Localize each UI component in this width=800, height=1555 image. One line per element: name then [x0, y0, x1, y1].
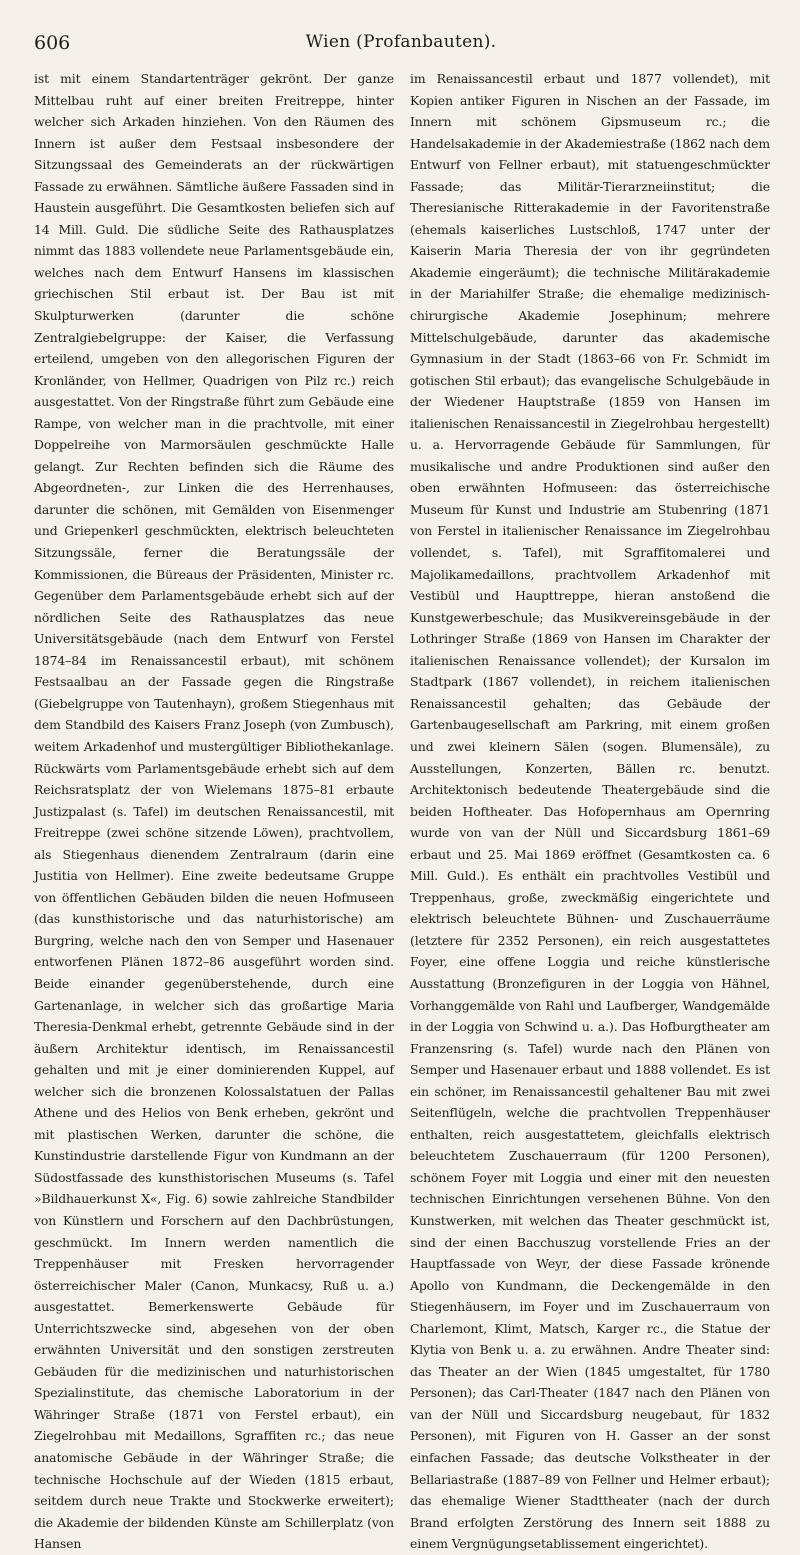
text-columns — [34, 68, 770, 1555]
left-column-text: ist mit einem Standartenträger gekrönt. Der ganze Mittelbau ruht auf einer breiten Freitreppe, hinter welcher sich Arkaden hinziehen. Von den Räumen des Innern ist außer dem Festsaal insbesondere der Sitzungssaal des Gemeinderats an der rückwärtigen Fassade zu erwähnen. Sämtliche äußere Fassaden sind in Haustein ausgeführt. Die Gesamtkosten beliefen sich auf 14 Mill. Guld. Die südliche Seite des Rathausplatzes nimmt das 1883 vollendete neue Parlamentsgebäude ein, welches nach dem Entwurf Hansens im klassischen griechischen Stil erbaut ist. Der Bau ist mit Skulpturwerken (darunter die schöne Zentralgiebelgruppe: der Kaiser, die Verfassung erteilend, umgeben von den allegorischen Figuren der Kronländer, von Hellmer, Quadrigen von Pilz rc.) reich ausgestattet. Von der Ringstraße führt zum Gebäude eine Rampe, von welcher man in die prachtvolle, mit einer Doppelreihe von Marmorsäulen geschmückte Halle gelangt. Zur Rechten befinden sich die Räume des Abgeordneten-, zur Linken die des Herrenhauses, darunter die schönen, mit Gemälden von Eisenmenger und Griepenkerl geschmückten, elektrisch beleuchteten Sitzungssäle, ferner die Beratungssäle der Kommissionen, die Büreaus der Präsidenten, Minister rc. Gegenüber dem Parlamentsgebäude erhebt sich auf der nördlichen Seite des Rathausplatzes das neue Universitätsgebäude (nach dem Entwurf von Ferstel 1874–84 im Renaissancestil erbaut), mit schönem Festsaalbau an der Fassade gegen die Ringstraße (Giebelgruppe von Tautenhayn), großem Stiegenhaus mit dem Standbild des Kaisers Franz Joseph (von Zumbusch), weitem Arkadenhof und mustergültiger Bibliothekanlage. Rückwärts vom Parlamentsgebäude erhebt sich auf dem Reichsratsplatz der von Wielemans 1875–81 erbaute Justizpalast (s. Tafel) im deutschen Renaissancestil, mit Freitreppe (zwei schöne sitzende Löwen), prachtvollem, als Stiegenhaus dienendem Zentralraum (darin eine Justitia von Hellmer). Eine zweite bedeutsame Gruppe von öffentlichen Gebäuden bilden die neuen Hofmuseen (das kunsthistorische und das naturhistorische) am Burgring, welche nach den von Semper und Hasenauer entworfenen Plänen 1872–86 ausgeführt worden sind. Beide einander gegenüberstehende, durch eine Gartenanlage, in welcher sich das großartige Maria Theresia-Denkmal erhebt, getrennte Gebäude sind in der äußern Architektur identisch, im Renaissancestil gehalten und mit je einer dominierenden Kuppel, auf welcher sich die bronzenen Kolossalstatuen der Pallas Athene und des Helios von Benk erheben, gekrönt und mit plastischen Werken, darunter die schöne, die Kunstindustrie darstellende Figur von Kundmann an der Südostfassade des kunsthistorischen Museums (s. Tafel »Bildhauerkunst X«, Fig. 6) sowie zahlreiche Standbilder von Künstlern und Forschern auf den Dachbrüstungen, geschmückt. Im Innern werden namentlich die Treppenhäuser mit Fresken hervorragender österreichischer Maler (Canon, Munkacsy, Ruß u. a.) ausgestattet. Bemerkenswerte Gebäude für Unterrichtszwecke sind, abgesehen von der oben erwähnten Universität und den sonstigen zerstreuten Gebäuden für die medizinischen und naturhistorischen Spezialinstitute, das chemische Laboratorium in der Währinger Straße (1871 von Ferstel erbaut), ein Ziegelrohbau mit Medaillons, Sgraffiten rc.; das neue anatomische Gebäude in der Währinger Straße; die technische Hochschule auf der Wieden (1815 erbaut, seitdem durch neue Trakte und Stockwerke erweitert); die Akademie der bildenden Künste am Schillerplatz (von Hansen — [34, 71, 394, 1552]
page-number: 606 — [34, 32, 71, 54]
right-column-text: im Renaissancestil erbaut und 1877 vollendet), mit Kopien antiker Figuren in Nischen an der Fassade, im Innern mit schönem Gipsmuseum rc.; die Handelsakademie in der Akademiestraße (1862 nach dem Entwurf von Fellner erbaut), mit statuengeschmückter Fassade; das Militär-Tierarzneiinstitut; die Theresianische Ritterakademie in der Favoritenstraße (ehemals kaiserliches Lustschloß, 1747 unter der Kaiserin Maria Theresia der von ihr gegründeten Akademie eingeräumt); die technische Militärakademie in der Mariahilfer Straße; die ehemalige medizinisch-chirurgische Akademie Josephinum; mehrere Mittelschulgebäude, darunter das akademische Gymnasium in der Stadt (1863–66 von Fr. Schmidt im gotischen Stil erbaut); das evangelische Schulgebäude in der Wiedener Hauptstraße (1859 von Hansen im italienischen Renaissancestil in Ziegelrohbau hergestellt) u. a. Hervorragende Gebäude für Sammlungen, für musikalische und andre Produktionen sind außer den oben erwähnten Hofmuseen: das österreichische Museum für Kunst und Industrie am Stubenring (1871 von Ferstel in italienischer Renaissance im Ziegelrohbau vollendet, s. Tafel), mit Sgraffitomalerei und Majolikamedaillons, prachtvollem Arkadenhof mit Vestibül und Haupttreppe, hieran anstoßend die Kunstgewerbeschule; das Musikvereinsgebäude in der Lothringer Straße (1869 von Hansen im Charakter der italienischen Renaissance vollendet); der Kursalon im Stadtpark (1867 vollendet), in reichem italienischen Renaissancestil gehalten; das Gebäude der Gartenbaugesellschaft am Parkring, mit einem großen und zwei kleinern Sälen (sogen. Blumensäle), zu Ausstellungen, Konzerten, Bällen rc. benutzt. Architektonisch bedeutende Theatergebäude sind die beiden Hoftheater. Das Hofopernhaus am Opernring wurde von van der Nüll und Siccardsburg 1861–69 erbaut und 25. Mai 1869 eröffnet (Gesamtkosten ca. 6 Mill. Guld.). Es enthält ein prachtvolles Vestibül und Treppenhaus, große, zweckmäßig eingerichtete und elektrisch beleuchtete Bühnen- und Zuschauerräume (letztere für 2352 Personen), ein reich ausgestattetes Foyer, eine offene Loggia und reiche künstlerische Ausstattung (Bronzefiguren in der Loggia von Hähnel, Vorhanggemälde von Rahl und Laufberger, Wandgemälde in der Loggia von Schwind u. a.). Das Hofburgtheater am Franzensring (s. Tafel) wurde nach den Plänen von Semper und Hasenauer erbaut und 1888 vollendet. Es ist ein schöner, im Renaissancestil gehaltener Bau mit zwei Seitenflügeln, welche die prachtvollen Treppenhäuser enthalten, reich ausgestattetem, gleichfalls elektrisch beleuchtetem Zuschauerraum (für 1200 Personen), schönem Foyer mit Loggia und einer mit den neuesten technischen Einrichtungen versehenen Bühne. Von den Kunstwerken, mit welchen das Theater geschmückt ist, sind der einen Bacchuszug vorstellende Fries an der Hauptfassade von Weyr, der diese Fassade krönende Apollo von Kundmann, die Deckengemälde in den Stiegenhäusern, im Foyer und im Zuschauerraum von Charlemont, Klimt, Matsch, Karger rc., die Statue der Klytia von Benk u. a. zu erwähnen. Andre Theater sind: das Theater an der Wien (1845 umgestaltet, für 1780 Personen); das Carl-Theater (1847 nach den Plänen von van der Nüll und Siccardsburg neugebaut, für 1832 Personen), mit Figuren von H. Gasser an der sonst einfachen Fassade; das deutsche Volkstheater in der Bellariastraße (1887–89 von Fellner und Helmer erbaut); das ehemalige Wiener Stadttheater (nach der durch Brand erfolgten Zerstörung des Innern seit 1888 zu einem Vergnügungsetablissement eingerichtet). — [410, 71, 770, 1552]
left-column — [34, 68, 394, 1555]
running-head: Wien (Profanbauten). — [305, 32, 497, 52]
right-column — [410, 68, 770, 1555]
page-header — [34, 32, 768, 62]
